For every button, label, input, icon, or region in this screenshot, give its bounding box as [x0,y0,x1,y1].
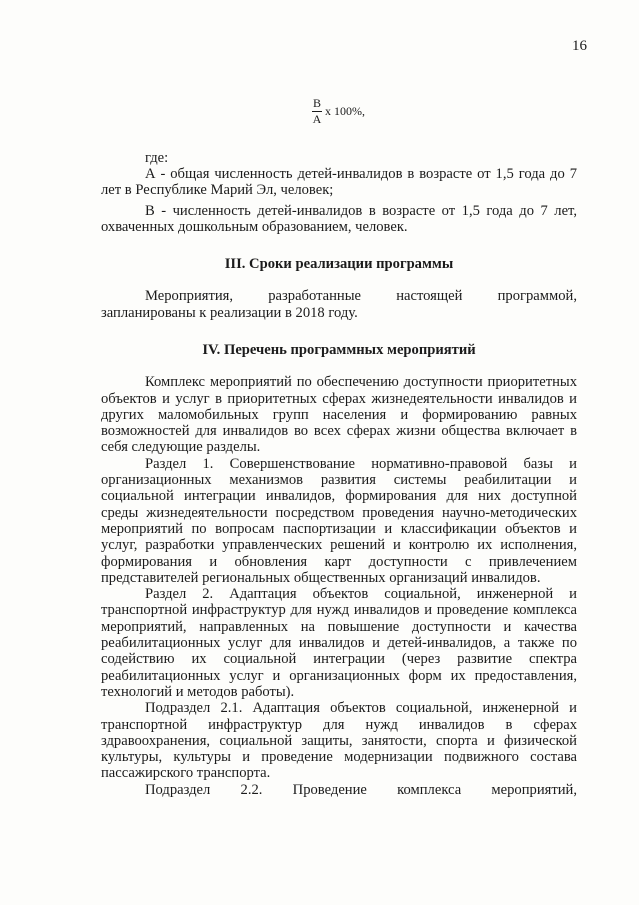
definition-a: А - общая численность детей-инвалидов в возрасте от 1,5 года до 7 лет в Республике Марий Эл, человек; [101,166,577,199]
section-4-subpart-2-2: Подраздел 2.2. Проведение комплекса мероприятий, [145,781,577,798]
page-number: 16 [572,38,587,54]
formula-multiplier: x 100%, [325,104,365,118]
fraction [312,97,322,126]
definitions [101,166,577,235]
section-3 [101,256,577,321]
fraction-denominator: А [312,112,322,126]
section-4-intro: Комплекс мероприятий по обеспечению доступности приоритетных объектов и услуг в приоритетных сферах жизнедеятельности инвалидов и других маломобильных групп населения и формированию равных возможностей для инвалидов во всех сферах жизни общества включает в себя следующие разделы. [101,374,577,456]
fraction-numerator: В [312,96,321,110]
section-4-part-1: Раздел 1. Совершенствование нормативно-правовой базы и организационных механизмов развития системы реабилитации и социальной интеграции инвалидов, формирования для них доступной среды жизнедеятельности посредством проведения научно-методических мероприятий по вопросам паспортизации и классификации объектов и услуг, разработки управленческих решений и контролю их исполнения, формирования и обновления карт доступности с привлечением представителей региональных общественных организаций инвалидов. [101,455,577,586]
section-4-subpart-2-1: Подраздел 2.1. Адаптация объектов социальной, инженерной и транспортной инфраструктур для нужд инвалидов в сферах здравоохранения, социальной защиты, занятости, спорта и физической культуры, культуры и проведение модернизации подвижного состава пассажирского транспорта. [101,700,577,782]
section-4 [101,342,577,798]
section-3-heading: III. Сроки реализации программы [224,256,454,272]
where-block [101,150,577,166]
section-4-heading: IV. Перечень программных мероприятий [202,342,476,358]
where-label: где: [145,150,169,166]
section-3-text: Мероприятия, разработанные настоящей программой, запланированы к реализации в 2018 году. [101,288,577,321]
formula [312,97,365,126]
section-4-part-2: Раздел 2. Адаптация объектов социальной, инженерной и транспортной инфраструктур для нужд инвалидов и проведение комплекса мероприятий, направленных на повышение доступности и качества реабилитационных услуг для инвалидов и детей-инвалидов, а также по содействию их социальной интеграции (через развитие спектра реабилитационных услуг и организационных форм их предоставления, технологий и методов работы). [101,586,577,700]
definition-b: В - численность детей-инвалидов в возрасте от 1,5 года до 7 лет, охваченных дошкольным образованием, человек. [101,202,577,235]
